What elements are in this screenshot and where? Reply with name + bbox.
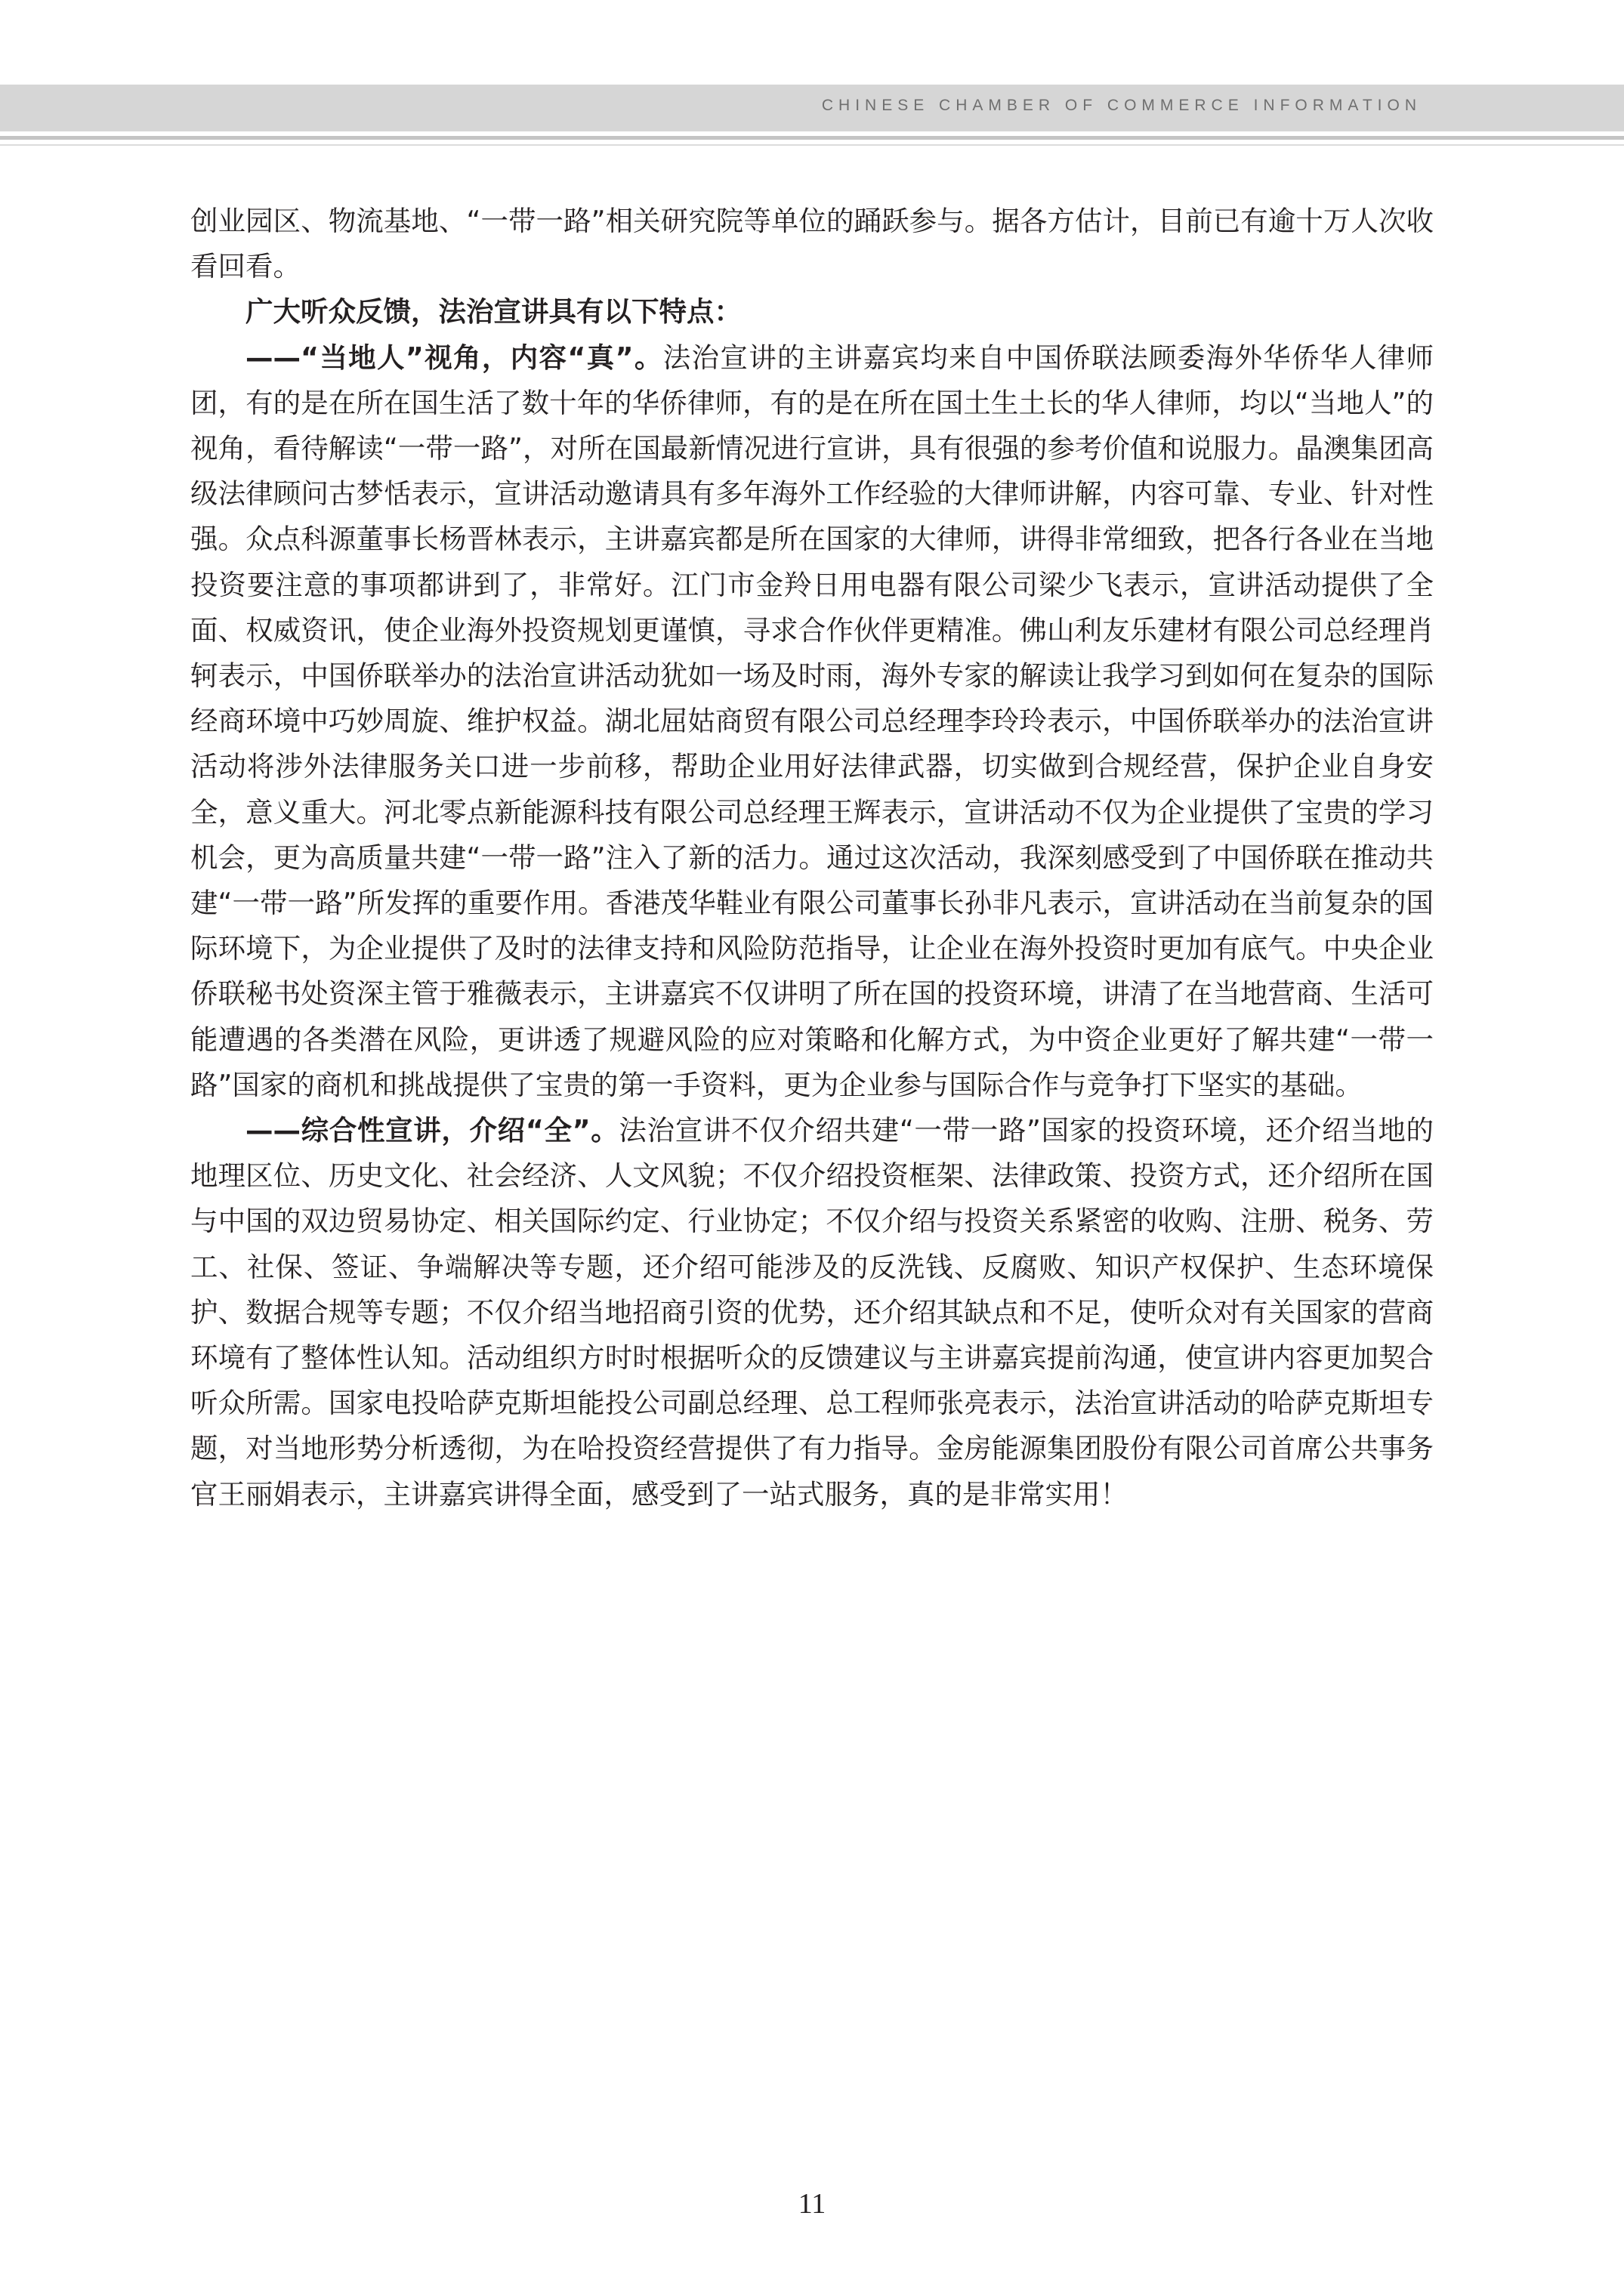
paragraph-summary-heading: 广大听众反馈，法治宣讲具有以下特点： [245,295,742,329]
section-lead-comprehensive: ——综合性宣讲，介绍“全”。 [245,1114,619,1147]
paragraph-local-perspective [190,335,1434,1108]
header-rule-thin [0,144,1624,146]
paragraph-body-local-perspective: 法治宣讲的主讲嘉宾均来自中国侨联法顾委海外华侨华人律师团，有的是在所在国生活了数十年的华侨律师，有的是在所在国土生土长的华人律师，均以“当地人”的视角，看待解读“一带一路”，对所在国最新情况进行宣讲，具有很强的参考价值和说服力。晶澳集团高级法律顾问古梦恬表示，宣讲活动邀请具有多年海外工作经验的大律师讲解，内容可靠、专业、针对性强。众点科源董事长杨晋林表示，主讲嘉宾都是所在国家的大律师，讲得非常细致，把各行各业在当地投资要注意的事项都讲到了，非常好。江门市金羚日用电器有限公司梁少飞表示，宣讲活动提供了全面、权威资讯，使企业海外投资规划更谨慎，寻求合作伙伴更精准。佛山利友乐建材有限公司总经理肖轲表示，中国侨联举办的法治宣讲活动犹如一场及时雨，海外专家的解读让我学习到如何在复杂的国际经商环境中巧妙周旋、维护权益。湖北屈姑商贸有限公司总经理李玲玲表示，中国侨联举办的法治宣讲活动将涉外法律服务关口进一步前移，帮助企业用好法律武器，切实做到合规经营，保护企业自身安全，意义重大。河北零点新能源科技有限公司总经理王辉表示，宣讲活动不仅为企业提供了宝贵的学习机会，更为高质量共建“一带一路”注入了新的活力。通过这次活动，我深刻感受到了中国侨联在推动共建“一带一路”所发挥的重要作用。香港茂华鞋业有限公司董事长孙非凡表示，宣讲活动在当前复杂的国际环境下，为企业提供了及时的法律支持和风险防范指导，让企业在海外投资时更加有底气。中央企业侨联秘书处资深主管于雅薇表示，主讲嘉宾不仅讲明了所在国的投资环境，讲清了在当地营商、生活可能遭遇的各类潜在风险，更讲透了规避风险的应对策略和化解方式，为中资企业更好了解共建“一带一路”国家的商机和挑战提供了宝贵的第一手资料，更为企业参与国际合作与竞争打下坚实的基础。 [190,341,1434,1101]
paragraph-body-comprehensive: 法治宣讲不仅介绍共建“一带一路”国家的投资环境，还介绍当地的地理区位、历史文化、社会经济、人文风貌；不仅介绍投资框架、法律政策、投资方式，还介绍所在国与中国的双边贸易协定、相关国际约定、行业协定；不仅介绍与投资关系紧密的收购、注册、税务、劳工、社保、签证、争端解决等专题，还介绍可能涉及的反洗钱、反腐败、知识产权保护、生态环境保护、数据合规等专题；不仅介绍当地招商引资的优势，还介绍其缺点和不足，使听众对有关国家的营商环境有了整体性认知。活动组织方时时根据听众的反馈建议与主讲嘉宾提前沟通，使宣讲内容更加契合听众所需。国家电投哈萨克斯坦能投公司副总经理、总工程师张亮表示，法治宣讲活动的哈萨克斯坦专题，对当地形势分析透彻，为在哈投资经营提供了有力指导。金房能源集团股份有限公司首席公共事务官王丽娟表示，主讲嘉宾讲得全面，感受到了一站式服务，真的是非常实用！ [190,1114,1434,1511]
section-lead-local-perspective: ——“当地人”视角，内容“真”。 [245,341,663,374]
paragraph-comprehensive [190,1108,1434,1517]
page-number: 11 [798,2188,826,2220]
paragraph-continuation: 创业园区、物流基地、“一带一路”相关研究院等单位的踊跃参与。据各方估计，目前已有逾十万人次收看回看。 [190,205,1434,283]
header-rule [0,136,1624,140]
article-body [190,199,1434,1517]
running-header: CHINESE CHAMBER OF COMMERCE INFORMATION [821,97,1422,114]
